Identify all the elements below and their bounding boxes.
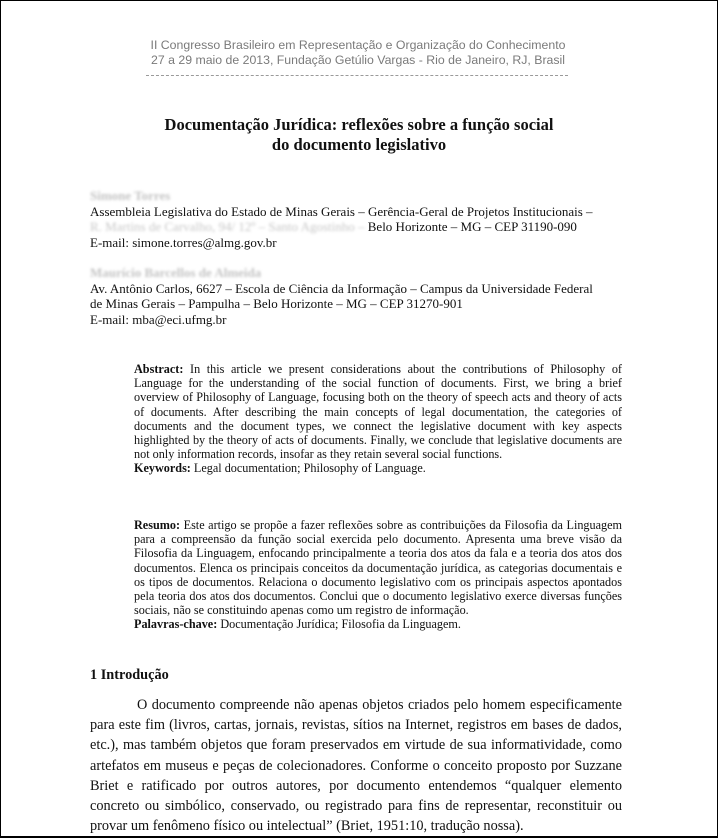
abstract-label: Abstract: <box>134 362 184 376</box>
abstract <box>134 362 622 476</box>
author-1 <box>90 188 630 250</box>
paper-title <box>101 115 617 155</box>
author-email: E-mail: simone.torres@almg.gov.br <box>90 234 277 250</box>
conference-header <box>146 38 570 68</box>
author-name-redacted: Simone Torres <box>90 188 171 203</box>
conference-name: II Congresso Brasileiro em Representação e Organização do Conhecimento <box>150 38 566 52</box>
title-line-1: Documentação Jurídica: reflexões sobre a função social <box>164 115 554 134</box>
title-line-2: do documento legislativo <box>271 135 447 154</box>
address-redacted: R. Martins de Carvalho, 94/ 12º – Santo Agostinho – <box>90 219 368 235</box>
author-2 <box>90 265 630 327</box>
author-address <box>90 219 630 235</box>
author-affiliation: Av. Antônio Carlos, 6627 – Escola de Ciência da Informação – Campus da Universidade Federal <box>90 280 593 296</box>
author-name-redacted: Maurício Barcellos de Almeida <box>90 265 262 280</box>
abstract-keywords: Keywords: Legal documentation; Philosophy of Language. <box>134 461 426 476</box>
resumo-keywords: Palavras-chave: Documentação Jurídica; Filosofia da Linguagem. <box>134 617 461 632</box>
address-city: Belo Horizonte – MG – CEP 31190-090 <box>367 219 577 235</box>
author-affiliation: Assembleia Legislativa do Estado de Minas Gerais – Gerência-Geral de Projetos Institucionais – <box>90 203 593 219</box>
conference-date-location: 27 a 29 maio de 2013, Fundação Getúlio Vargas - Rio de Janeiro, RJ, Brasil <box>151 53 565 67</box>
intro-paragraph: O documento compreende não apenas objetos criados pelo homem especificamente para este fim (livros, cartas, jornais, revistas, sítios na Internet, registros em bases de dados, etc.), mas também objetos que foram preservados em virtude de sua informatividade, como artefatos em museus e peças de colecionadores. Conforme o conceito proposto por Suzzane Briet e ratificado por outros autores, por documento entendemos “qualquer elemento concreto ou simbólico, conservado, ou registrado para fins de representar, reconstituir ou provar um fenômeno físico ou intelectual” (Briet, 1951:10, tradução nossa). <box>90 697 622 835</box>
resumo <box>134 518 622 632</box>
resumo-label: Resumo: <box>134 518 181 532</box>
section-heading: 1 Introdução <box>90 667 169 683</box>
resumo-text: Resumo: Este artigo se propõe a fazer reflexões sobre as contribuições da Filosofia da Linguagem para a compreensão da função social exercida pelo documento. Apresenta uma breve visão da Filosofia da Linguagem, enfocando principalmente a teoria dos atos da fala e a teoria dos atos dos documentos. Elenca os principais conceitos da documentação jurídica, as categorias documentais e os tipos de documentos. Relaciona o documento legislativo com os principais aspectos apontados pela teoria dos atos dos documentos. Conclui que o documento legislativo exerce diversas funções sociais, não se constituindo apenas como um registro de informação. <box>134 518 622 618</box>
abstract-text: Abstract: In this article we present considerations about the contributions of Philosophy of Language for the understanding of the social function of documents. First, we bring a brief overview of Philosophy of Language, focusing both on the theory of speech acts and theory of acts of documents. After describing the main concepts of legal documentation, the categories of documents and the document types, we connect the legislative document with key aspects highlighted by the theory of acts of documents. Finally, we conclude that legislative documents are not only information records, insofar as they retain several social functions. <box>134 362 622 462</box>
header-divider <box>146 75 568 76</box>
author-email: E-mail: mba@eci.ufmg.br <box>90 311 227 327</box>
author-affiliation-cont: de Minas Gerais – Pampulha – Belo Horizonte – MG – CEP 31270-901 <box>90 296 463 312</box>
